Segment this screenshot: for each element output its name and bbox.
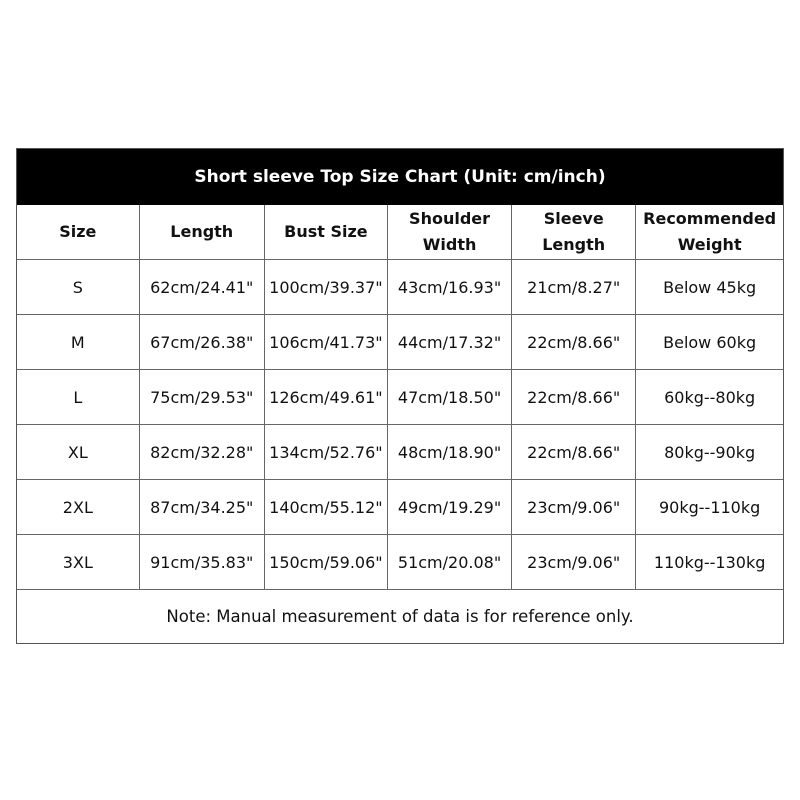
size-cell: S xyxy=(17,260,139,315)
shoulder-cell: 43cm/16.93" xyxy=(387,260,511,315)
table-row xyxy=(17,480,783,535)
length-cell: 82cm/32.28" xyxy=(139,425,264,480)
bust-cell: 150cm/59.06" xyxy=(264,535,387,590)
table-row xyxy=(17,535,783,590)
bust-cell: 106cm/41.73" xyxy=(264,315,387,370)
header-size: Size xyxy=(17,205,139,260)
size-table xyxy=(17,205,783,643)
size-cell: 3XL xyxy=(17,535,139,590)
header-recommended-weight: Recommended Weight xyxy=(636,205,783,260)
note-text: Note: Manual measurement of data is for reference only. xyxy=(17,590,783,644)
table-row xyxy=(17,315,783,370)
bust-cell: 100cm/39.37" xyxy=(264,260,387,315)
shoulder-cell: 47cm/18.50" xyxy=(387,370,511,425)
sleeve-cell: 22cm/8.66" xyxy=(512,370,636,425)
table-row xyxy=(17,425,783,480)
weight-cell: Below 45kg xyxy=(636,260,783,315)
weight-cell: 60kg--80kg xyxy=(636,370,783,425)
header-length: Length xyxy=(139,205,264,260)
table-row xyxy=(17,370,783,425)
header-sleeve-length: Sleeve Length xyxy=(512,205,636,260)
sleeve-cell: 21cm/8.27" xyxy=(512,260,636,315)
weight-cell: 90kg--110kg xyxy=(636,480,783,535)
sleeve-cell: 22cm/8.66" xyxy=(512,425,636,480)
length-cell: 67cm/26.38" xyxy=(139,315,264,370)
table-row xyxy=(17,260,783,315)
header-row xyxy=(17,205,783,260)
bust-cell: 126cm/49.61" xyxy=(264,370,387,425)
size-cell: L xyxy=(17,370,139,425)
bust-cell: 134cm/52.76" xyxy=(264,425,387,480)
shoulder-cell: 44cm/17.32" xyxy=(387,315,511,370)
length-cell: 91cm/35.83" xyxy=(139,535,264,590)
bust-cell: 140cm/55.12" xyxy=(264,480,387,535)
header-shoulder-width: Shoulder Width xyxy=(387,205,511,260)
length-cell: 87cm/34.25" xyxy=(139,480,264,535)
chart-title: Short sleeve Top Size Chart (Unit: cm/inch) xyxy=(17,149,783,205)
shoulder-cell: 51cm/20.08" xyxy=(387,535,511,590)
sleeve-cell: 22cm/8.66" xyxy=(512,315,636,370)
weight-cell: 110kg--130kg xyxy=(636,535,783,590)
shoulder-cell: 49cm/19.29" xyxy=(387,480,511,535)
size-cell: M xyxy=(17,315,139,370)
shoulder-cell: 48cm/18.90" xyxy=(387,425,511,480)
weight-cell: 80kg--90kg xyxy=(636,425,783,480)
sleeve-cell: 23cm/9.06" xyxy=(512,535,636,590)
sleeve-cell: 23cm/9.06" xyxy=(512,480,636,535)
note-row xyxy=(17,590,783,644)
length-cell: 62cm/24.41" xyxy=(139,260,264,315)
size-chart xyxy=(16,148,784,644)
weight-cell: Below 60kg xyxy=(636,315,783,370)
length-cell: 75cm/29.53" xyxy=(139,370,264,425)
size-cell: 2XL xyxy=(17,480,139,535)
header-bust-size: Bust Size xyxy=(264,205,387,260)
size-cell: XL xyxy=(17,425,139,480)
